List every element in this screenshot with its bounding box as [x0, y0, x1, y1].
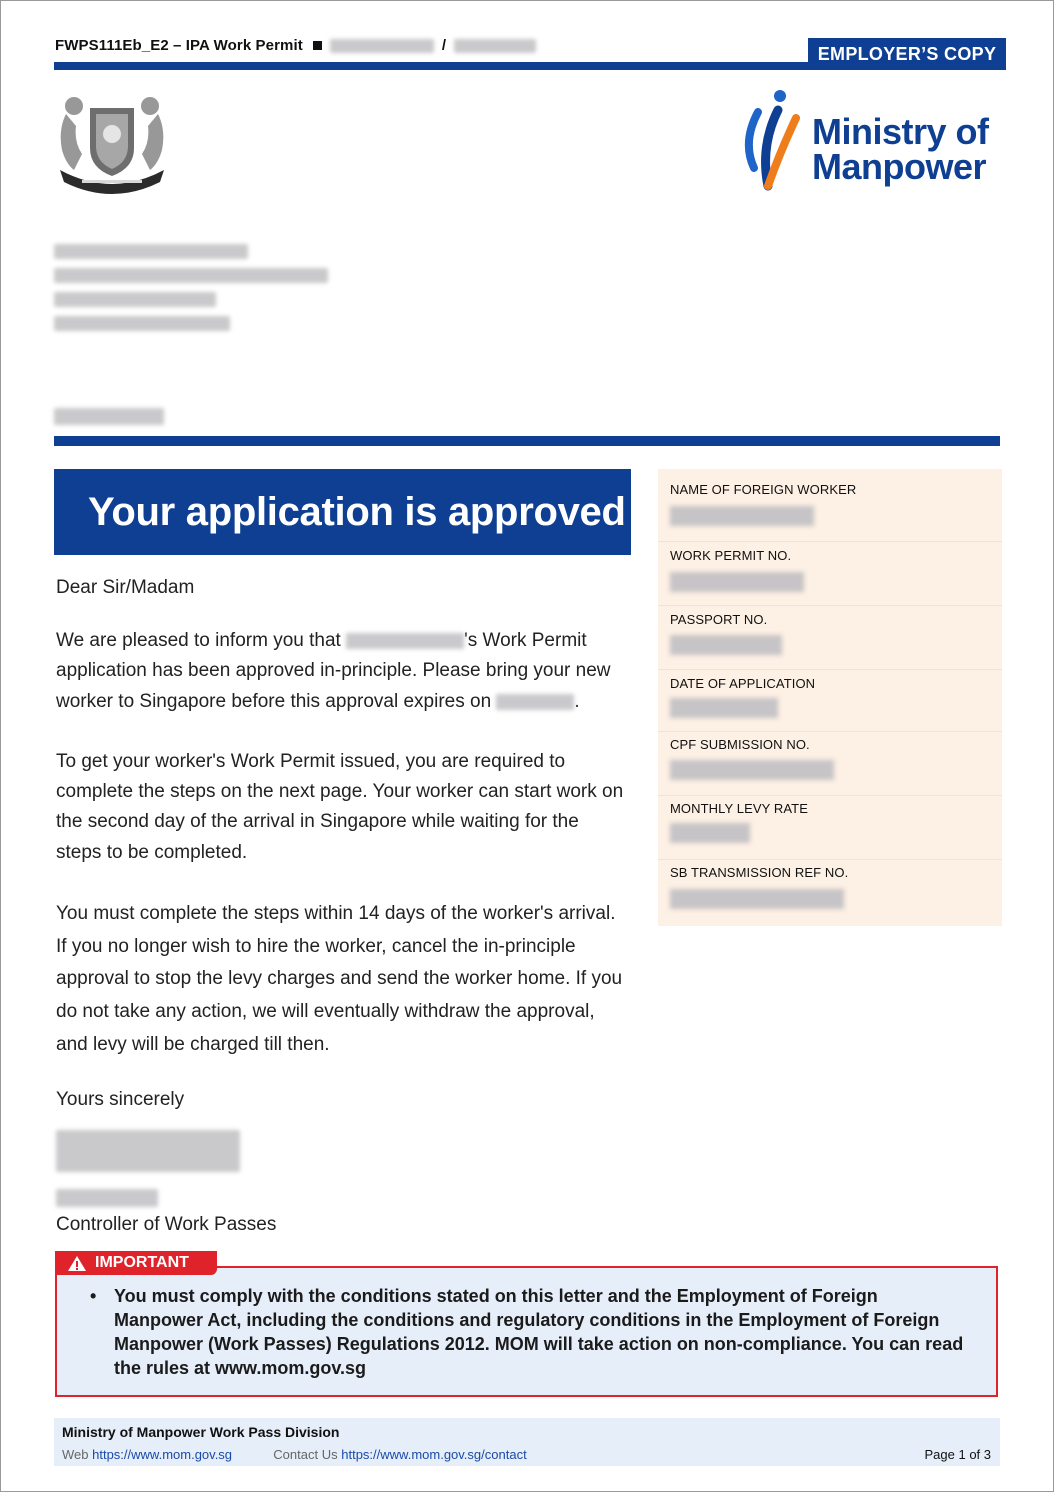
signatory-name: [56, 1189, 158, 1207]
paragraph-1: [56, 626, 626, 717]
redacted-ref-1: [330, 39, 434, 53]
mom-logo-text: [812, 111, 989, 187]
footer-links: [62, 1447, 527, 1462]
field-value: [670, 506, 814, 526]
field-worker-name: [658, 469, 1002, 542]
field-value: [670, 823, 750, 843]
header-rule: [54, 62, 808, 70]
web-link[interactable]: https://www.mom.gov.sg: [92, 1447, 233, 1462]
letter-body: [56, 577, 626, 1111]
field-passport-no: [658, 605, 1002, 670]
letter-date: [54, 408, 164, 425]
field-value: [670, 572, 804, 592]
important-text: You must comply with the conditions stated on this letter and the Employment of Foreign Manpower Act, including the conditions and regulatory conditions in the Employment of Foreign Manpower (Work Passes) Regulations 2012. MOM will take action on non-compliance. You can read the rules at www.mom.gov.sg: [114, 1286, 964, 1378]
banner-title: Your application is approved: [88, 489, 626, 534]
p1-part-c: .: [574, 690, 580, 712]
copy-label: EMPLOYER’S COPY: [808, 38, 1006, 70]
footer-org: Ministry of Manpower Work Pass Division: [62, 1424, 340, 1440]
field-label: NAME OF FOREIGN WORKER: [670, 482, 857, 497]
doc-ref-text: FWPS111Eb_E2 – IPA Work Permit: [55, 37, 303, 54]
redacted-worker-name: [346, 633, 464, 649]
field-label: WORK PERMIT NO.: [670, 548, 792, 563]
field-label: PASSPORT NO.: [670, 612, 768, 627]
address-line: [54, 268, 328, 283]
page-number: Page 1 of 3: [924, 1447, 991, 1462]
important-label: IMPORTANT: [95, 1254, 189, 1271]
address-line: [54, 292, 216, 307]
ref-separator: /: [441, 37, 447, 54]
field-value: [670, 760, 834, 780]
address-line: [54, 316, 230, 331]
p1-part-b: 's Work Permit application has been approved in-principle. Please bring your new worker to Singapore before this approval expires on: [56, 630, 611, 712]
field-value: [670, 889, 844, 909]
field-cpf-submission-no: [658, 731, 1002, 796]
signature: [56, 1130, 240, 1172]
recipient-address: [54, 244, 328, 340]
field-label: SB TRANSMISSION REF NO.: [670, 865, 849, 880]
field-work-permit-no: [658, 541, 1002, 606]
redacted-expiry-date: [496, 694, 574, 710]
field-value: [670, 698, 778, 718]
footer: [54, 1418, 1000, 1466]
field-date-of-application: [658, 669, 1002, 732]
section-rule: [54, 436, 1000, 446]
document-reference: [55, 37, 536, 54]
p1-part-a: We are pleased to inform you that: [56, 630, 341, 651]
bullet-square: [313, 41, 322, 50]
details-panel: [658, 469, 1002, 926]
field-label: CPF SUBMISSION NO.: [670, 737, 810, 752]
bullet: •: [90, 1286, 97, 1306]
field-value: [670, 635, 782, 655]
salutation: Dear Sir/Madam: [56, 577, 195, 598]
signatory-title: Controller of Work Passes: [56, 1214, 277, 1235]
paragraph-3: You must complete the steps within 14 days of the worker's arrival. If you no longer wish to hire the worker, cancel the in-principle approval to stop the levy charges and send the worker home. If you do not take any action, we will eventually withdraw the approval, and levy will be charged till then.: [56, 903, 623, 1055]
state-crest-icon: [52, 90, 172, 196]
important-tag: [55, 1251, 217, 1275]
contact-link[interactable]: https://www.mom.gov.sg/contact: [341, 1447, 527, 1462]
logo-line-2: Manpower: [812, 146, 987, 187]
redacted-ref-2: [454, 39, 536, 53]
paragraph-2: To get your worker's Work Permit issued, you are required to complete the steps on the next page. Your worker can start work on the second day of the arrival in Singapore while waiting for the steps to be completed.: [56, 750, 624, 863]
field-sb-transmission-ref-no: [658, 859, 1002, 926]
important-list-item: [90, 1284, 970, 1380]
contact-label: Contact Us: [273, 1447, 338, 1462]
logo-line-1: Ministry of: [812, 111, 989, 152]
address-line: [54, 244, 248, 259]
warning-icon: [67, 1255, 87, 1272]
field-monthly-levy-rate: [658, 795, 1002, 860]
approval-banner: [54, 469, 631, 555]
field-label: MONTHLY LEVY RATE: [670, 801, 808, 816]
field-label: DATE OF APPLICATION: [670, 676, 816, 691]
web-label: Web: [62, 1447, 89, 1462]
closing: Yours sincerely: [56, 1088, 185, 1110]
